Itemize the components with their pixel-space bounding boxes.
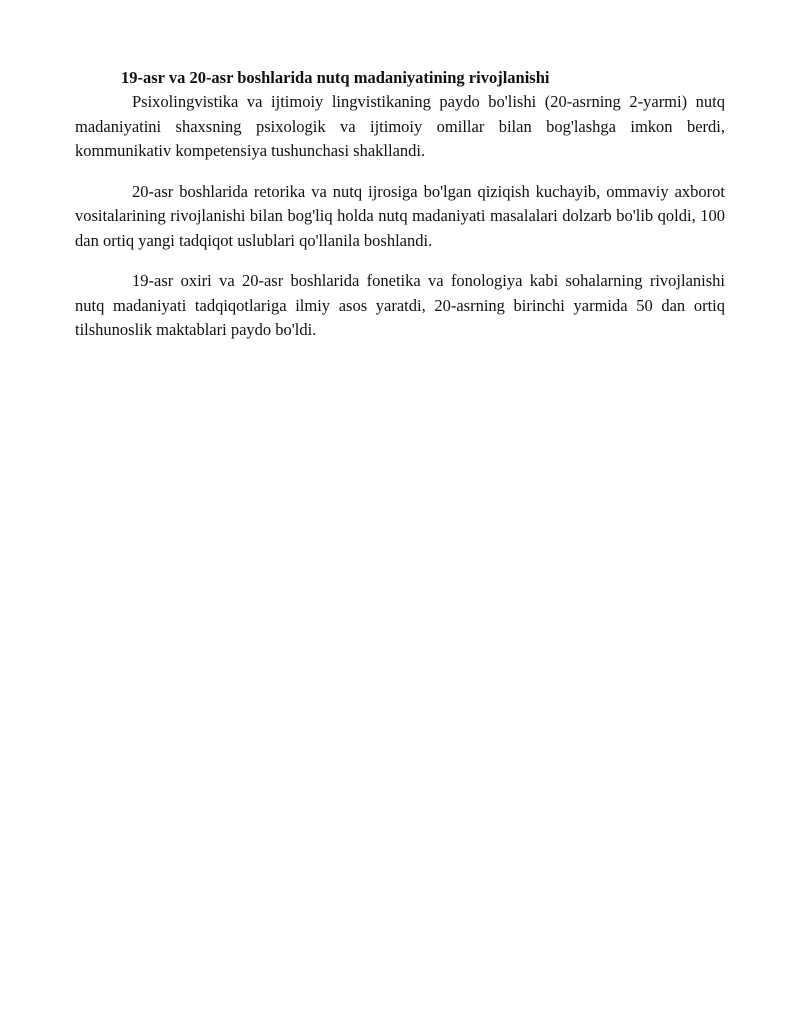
document-body <box>75 66 725 359</box>
paragraph: 20-asr boshlarida retorika va nutq ijrosiga bo'lgan qiziqish kuchayib, ommaviy axborot vositalarining rivojlanishi bilan bog'liq holda nutq madaniyati masalalari dolzarb bo'lib qoldi, 100 dan ortiq yangi tadqiqot uslublari qo'llanila boshlandi. <box>75 181 725 250</box>
paragraph: 19-asr oxiri va 20-asr boshlarida fonetika va fonologiya kabi sohalarning rivojlanishi nutq madaniyati tadqiqotlariga ilmiy asos yaratdi, 20-asrning birinchi yarmida 50 dan ortiq tilshunoslik maktablari paydo bo'ldi. <box>75 271 725 339</box>
paragraph: Psixolingvistika va ijtimoiy lingvistikaning paydo bo'lishi (20-asrning 2-yarmi) nutq madaniyatini shaxsning psixologik va ijtimoiy omillar bilan bog'lashga imkon berdi, kommunikativ kompetensiya tushunchasi shakllandi. <box>75 92 725 160</box>
document-title: 19-asr va 20-asr boshlarida nutq madaniyatining rivojlanishi <box>121 68 550 87</box>
